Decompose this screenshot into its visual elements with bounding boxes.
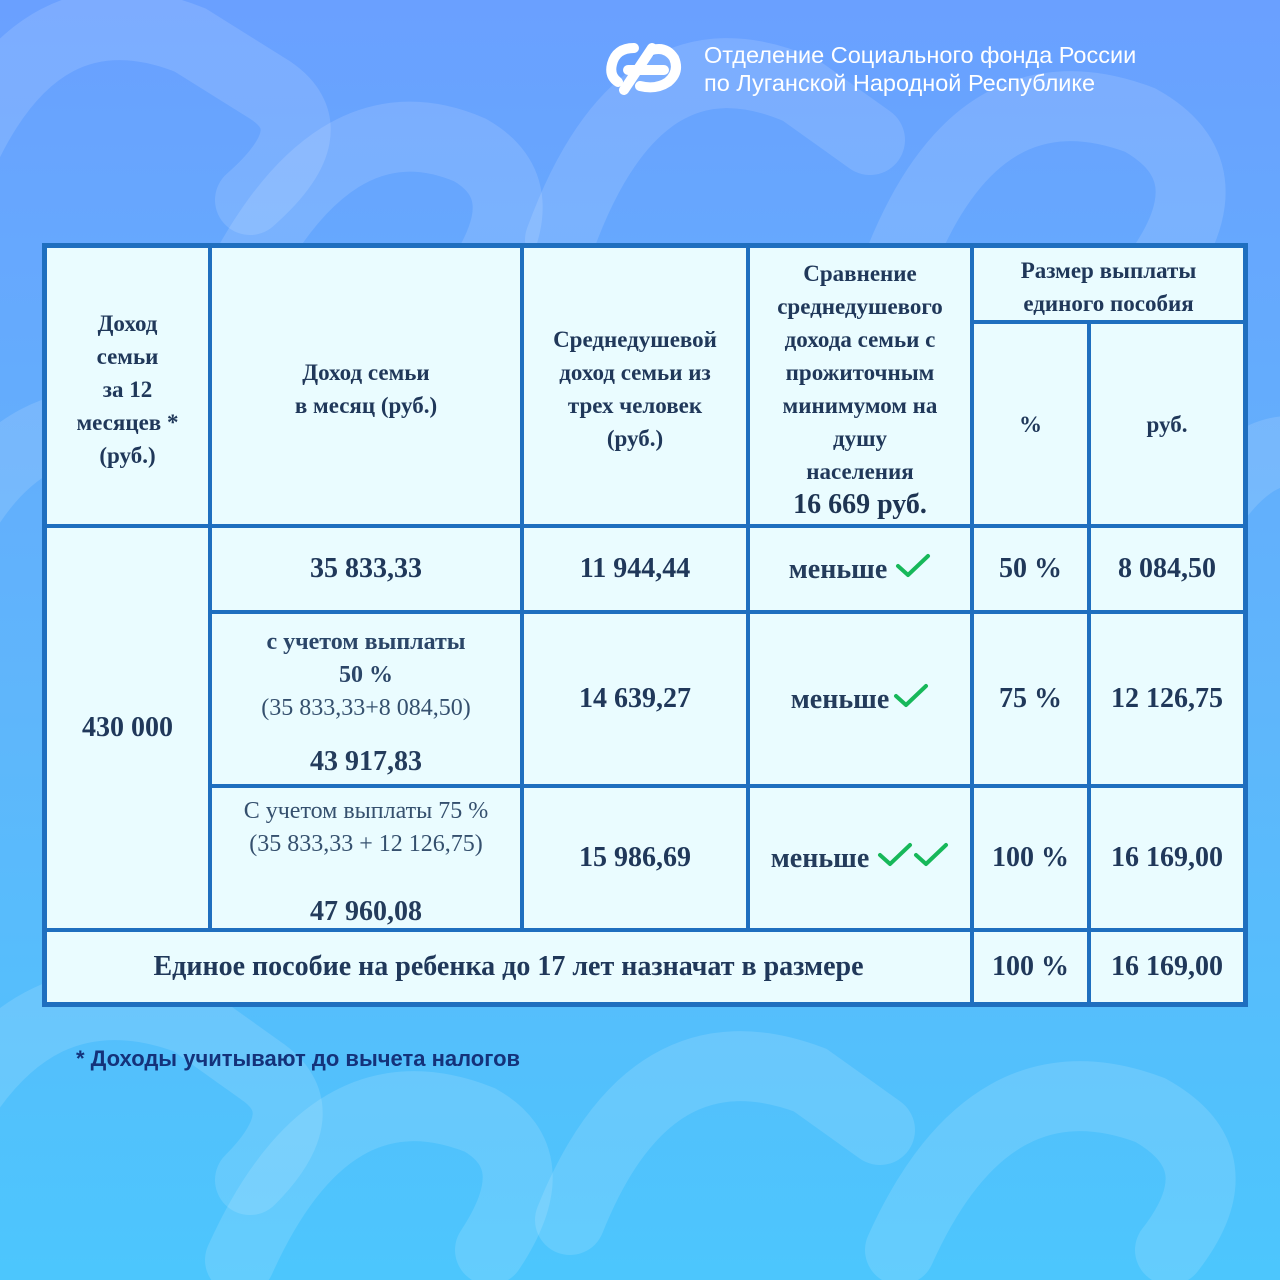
monthly-income-with-benefit: с учетом выплаты 50 % (35 833,33+8 084,50) 43 917,83 xyxy=(212,614,520,784)
footnote: * Доходы учитывают до вычета налогов xyxy=(76,1046,521,1071)
checkmark-icon xyxy=(913,841,949,869)
comparison-cell xyxy=(750,614,970,784)
brand-line-2: по Луганской Народной Республике xyxy=(704,70,1096,96)
table-row xyxy=(47,528,1243,610)
benefit-amount: 12 126,75 xyxy=(1091,614,1243,784)
benefit-percent: 100 % xyxy=(974,788,1087,928)
benefit-percent: 75 % xyxy=(974,614,1087,784)
comparison-result: меньше xyxy=(788,554,888,585)
final-row xyxy=(47,932,1243,1002)
table-row xyxy=(47,614,1243,784)
per-capita-income: 14 639,27 xyxy=(524,614,746,784)
brand-header xyxy=(604,36,1136,102)
benefit-table xyxy=(42,243,1248,1007)
income-formula: (35 833,33+8 084,50) xyxy=(261,695,471,721)
sfr-logo-icon xyxy=(604,36,686,102)
table-row xyxy=(47,788,1243,928)
income-total: 47 960,08 xyxy=(310,895,422,927)
comparison-result: меньше xyxy=(770,843,870,874)
comparison-cell xyxy=(750,788,970,928)
annual-income-value: 430 000 xyxy=(47,528,208,928)
final-amount: 16 169,00 xyxy=(1091,932,1243,1002)
brand-line-1: Отделение Социального фонда России xyxy=(704,42,1137,68)
benefit-percent: 50 % xyxy=(974,528,1087,610)
benefit-amount: 8 084,50 xyxy=(1091,528,1243,610)
header-comparison: Сравнение среднедушевого дохода семьи с прожиточным минимумом на душу населения 16 669 руб. xyxy=(750,248,970,524)
income-formula: (35 833,33 + 12 126,75) xyxy=(249,830,483,857)
per-capita-income: 11 944,44 xyxy=(524,528,746,610)
comparison-cell xyxy=(750,528,970,610)
per-capita-income: 15 986,69 xyxy=(524,788,746,928)
checkmark-icon xyxy=(877,841,913,869)
monthly-income: 35 833,33 xyxy=(212,528,520,610)
header-rub: руб. xyxy=(1091,324,1243,524)
header-per-capita: Среднедушевой доход семьи из трех человек (руб.) xyxy=(524,248,746,524)
monthly-income-with-benefit: С учетом выплаты 75 % (35 833,33 + 12 126,75) 47 960,08 xyxy=(212,788,520,928)
checkmark-icon xyxy=(893,682,929,710)
header-annual-income: Доход семьи за 12 месяцев * (руб.) xyxy=(47,248,208,524)
checkmark-icon xyxy=(895,552,931,580)
header-percent: % xyxy=(974,324,1087,524)
final-label: Единое пособие на ребенка до 17 лет назначат в размере xyxy=(47,932,970,1002)
subsistence-minimum: 16 669 руб. xyxy=(793,489,927,520)
comparison-result: меньше xyxy=(790,684,890,715)
income-total: 43 917,83 xyxy=(310,746,422,777)
final-percent: 100 % xyxy=(974,932,1087,1002)
benefit-amount: 16 169,00 xyxy=(1091,788,1243,928)
header-monthly-income: Доход семьи в месяц (руб.) xyxy=(212,248,520,524)
header-benefit-size: Размер выплаты единого пособия xyxy=(974,248,1243,320)
